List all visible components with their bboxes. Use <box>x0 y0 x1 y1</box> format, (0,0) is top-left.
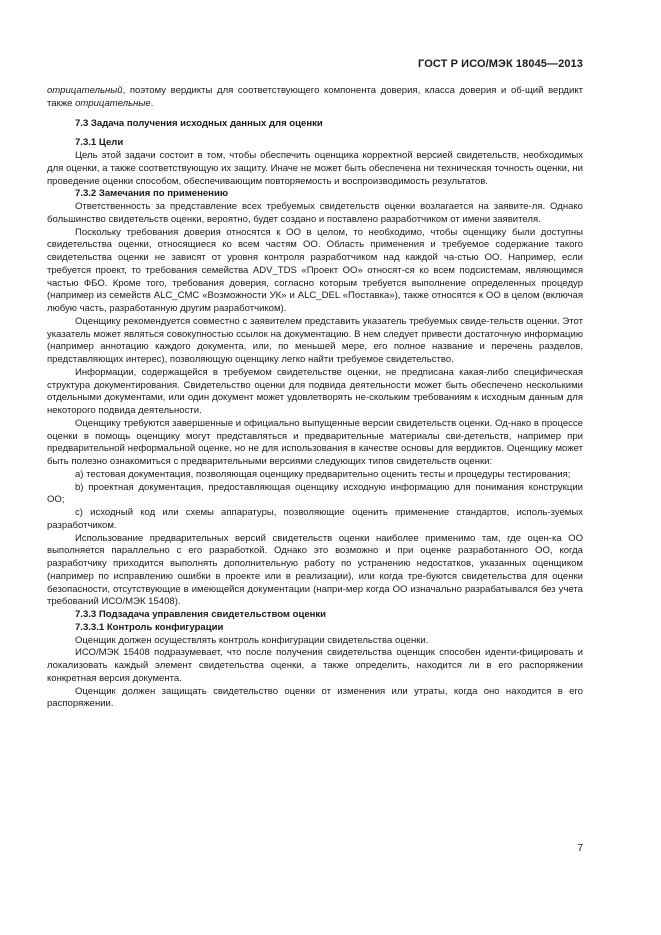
paragraph: Оценщику требуются завершенные и официально выпущенные версии свидетельств оценки. Од-нако в процессе оценки в помощь оценщику могут представляться и предварительные материалы сви-детельств, например при предварительной неформальной оценке, но не для использования в качестве основы для вердиктов. Оценщику может быть полезно ознакомиться с предварительными версиями следующих типов свидетельств оценки: <box>47 417 583 467</box>
page-number: 7 <box>577 843 583 854</box>
paragraph: ИСО/МЭК 15408 подразумевает, что после получения свидетельства оценщик способен иденти-фицировать и локализовать каждый элемент свидетельства оценки, а также определить, находится ли в его распоряжении конкретная версия документа. <box>47 647 583 684</box>
list-item: с) исходный код или схемы аппаратуры, позволяющие оценить применение стандартов, исполь-зуемых разработчиком. <box>47 507 583 531</box>
emphasis-text: отрицательный <box>47 85 123 96</box>
document-body <box>47 85 583 711</box>
paragraph: Цель этой задачи состоит в том, чтобы обеспечить оценщика корректной версией свидетельств, необходимых для оценки, а также соответствующую их защиту. Иначе не может быть обеспечена ни техническая точность оценки, ни проведение оценки способом, обеспечивающим повторяемость и воспроизводимость результатов. <box>47 150 583 187</box>
list-item: а) тестовая документация, позволяющая оценщику предварительно оценить тесты и процедуры тестирования; <box>75 468 571 480</box>
section-heading-7-3-3-1: 7.3.3.1 Контроль конфигурации <box>75 621 224 633</box>
section-heading-7-3-1: 7.3.1 Цели <box>75 137 124 149</box>
paragraph: Поскольку требования доверия относятся к ОО в целом, то необходимо, чтобы оценщику были доступны свидетельства оценки, относящиеся ко всем частям ОО. Область применения и требуемое содержание такого свидетельства оценки не зависят от уровня контроля разработчиком над каждой ча-стью ОО. Например, если требуется проект, то требования семейства ADV_TDS «Проект ОО» относят-ся ко всем подсистемам, являющимся частью ФБО. Кроме того, требования доверия, согласно которым требуется выполнение определенных процедур (например из семейств ALC_CMC «Возможности УК» и ALC_DEL «Поставка»), также относятся к ОО в целом (включая любую часть, разработанную другим разработчиком). <box>47 226 583 314</box>
paragraph: Ответственность за представление всех требуемых свидетельств оценки возлагается на заявите-ля. Однако большинство свидетельств оценки, вероятно, будет создано и поставлено разработчиком от имени заявителя. <box>47 201 583 225</box>
section-heading-7-3-3: 7.3.3 Подзадача управления свидетельством оценки <box>75 609 327 620</box>
paragraph-text: , поэтому вердикты для соответствующего компонента доверия, класса доверия и об-щий вердикт также <box>47 85 583 109</box>
paragraph: Оценщик должен осуществлять контроль конфигурации свидетельства оценки. <box>75 634 429 646</box>
paragraph: Оценщику рекомендуется совместно с заявителем представить указатель требуемых свиде-тельств оценки. Этот указатель может являться совокупностью ссылок на документацию. В нем следует привести достаточную информацию (например аннотацию каждого документа, или, по меньшей мере, его полное название и перечень разделов, представляющих интерес), позволяющую оценщику легко найти требуемое свидетельство. <box>47 315 583 365</box>
paragraph: Информации, содержащейся в требуемом свидетельстве оценки, не предписана какая-либо специфическая структура документирования. Свидетельство оценки для подвида деятельности может быть обеспечено несколькими отдельными документами, или один документ может удовлетворять не-скольким требованиям к исходным данным для некоторого подвида деятельности. <box>47 366 583 416</box>
paragraph: Оценщик должен защищать свидетельство оценки от изменения или утраты, когда оно находится в его распоряжении. <box>47 685 583 710</box>
paragraph-continuation <box>47 85 583 111</box>
section-heading-7-3: 7.3 Задача получения исходных данных для оценки <box>75 117 323 129</box>
paragraph-text: . <box>150 97 154 109</box>
emphasis-text: отрицательные <box>75 97 151 109</box>
list-item: b) проектная документация, предоставляющая оценщику исходную информацию для понимания конструкции ОО; <box>47 481 583 506</box>
paragraph: Использование предварительных версий свидетельств оценки наиболее применимо там, где оцен-ка ОО выполняется параллельно с его разработкой. Однако это возможно и при оценке разработанного ОО, когда разработчику приходится выполнять дополнительную работу по устранению недостатков, указанных оценщиком (например по исправлению ошибки в проекте или в реализации), или когда тре-буются свидетельства для оценки безопасности, отсутствующие в имеющейся документации (напри-мер когда ОО изначально разрабатывался без учета требований ИСО/МЭК 15408). <box>47 532 583 608</box>
document-header: ГОСТ Р ИСО/МЭК 18045—2013 <box>418 58 583 70</box>
section-heading-7-3-2: 7.3.2 Замечания по применению <box>75 188 228 200</box>
